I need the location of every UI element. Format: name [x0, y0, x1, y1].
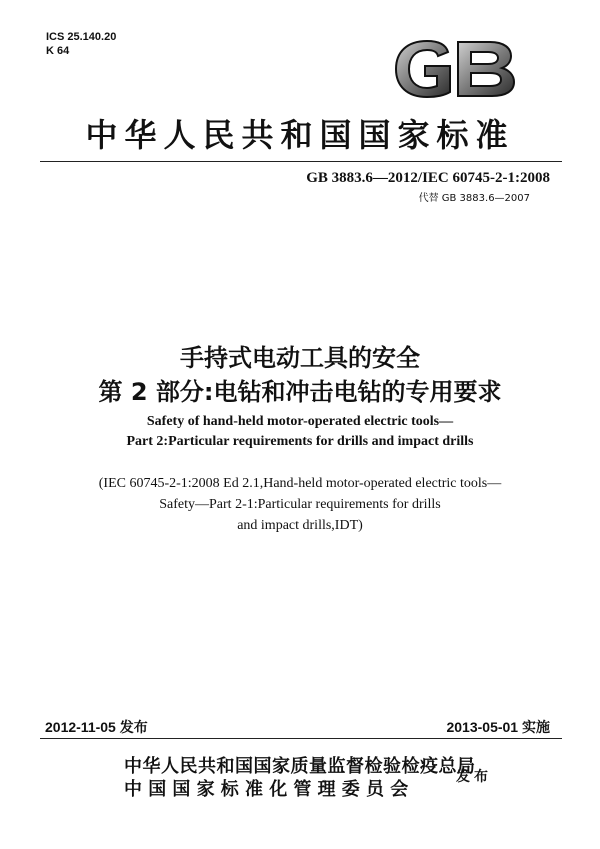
classification-codes — [46, 30, 116, 58]
english-title-line2: Part 2:Particular requirements for drills and impact drills — [126, 434, 474, 449]
issuer-line1: 中华人民共和国国家质量监督检验检疫总局 — [124, 756, 476, 777]
issuer-line2: 中国国家标准化管理委员会 — [124, 779, 415, 800]
gb-logo-icon — [392, 38, 518, 100]
ccs-code: K 64 — [46, 45, 70, 57]
replaces-standard: 代替 GB 3883.6—2007 — [418, 193, 530, 204]
iec-reference-line3: and impact drills,IDT) — [237, 518, 363, 533]
implement-date: 2013-05-01 实施 — [446, 719, 550, 735]
top-divider — [40, 161, 562, 162]
publish-date: 2012-11-05 发布 — [45, 719, 148, 735]
english-title-line1: Safety of hand-held motor-operated electric tools— — [146, 414, 454, 429]
chinese-title-line2: 第 2 部分:电钻和冲击电钻的专用要求 — [98, 378, 502, 406]
iec-reference-line2: Safety—Part 2-1:Particular requirements for drills — [159, 497, 441, 512]
standard-number: GB 3883.6—2012/IEC 60745-2-1:2008 — [306, 170, 550, 186]
iec-reference-line1: (IEC 60745-2-1:2008 Ed 2.1,Hand-held motor-operated electric tools— — [98, 476, 502, 491]
chinese-title-line1: 手持式电动工具的安全 — [180, 344, 420, 372]
bottom-divider — [40, 738, 562, 739]
issued-label: 发布 — [456, 769, 492, 785]
standard-type-title: 中华人民共和国国家标准 — [85, 116, 515, 154]
ics-code: ICS 25.140.20 — [46, 31, 117, 43]
